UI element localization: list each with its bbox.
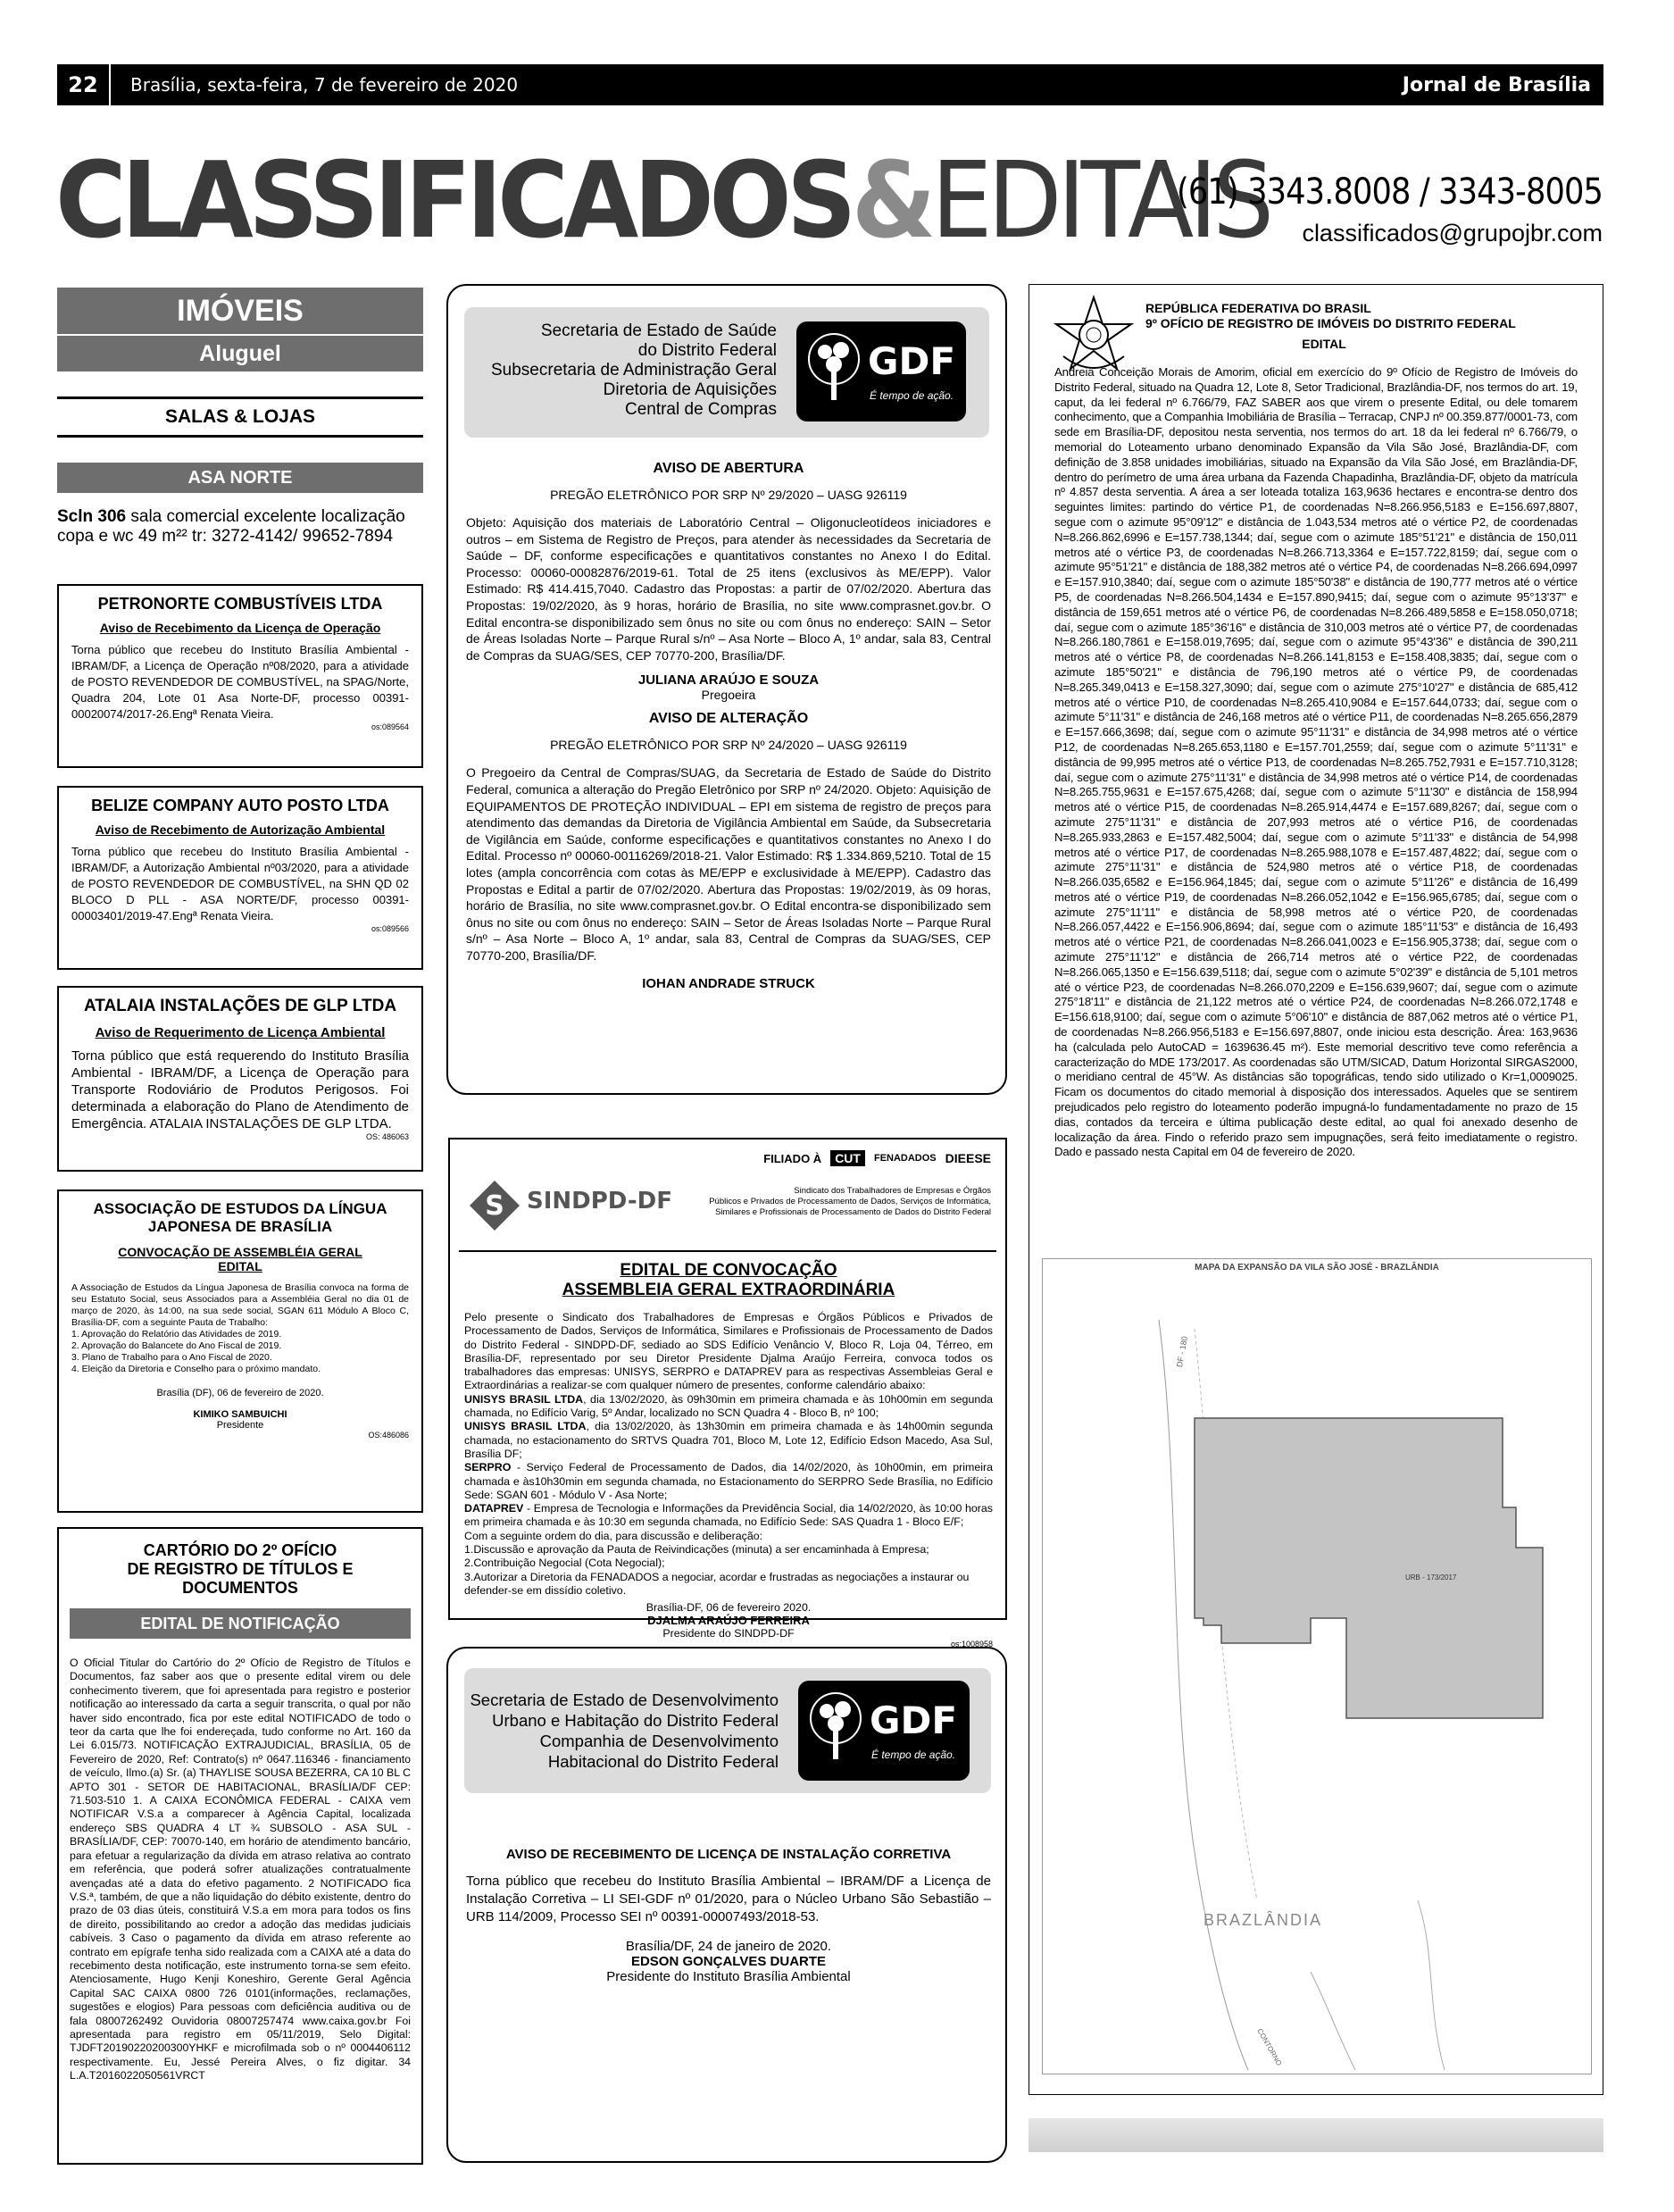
edital-heading: EDITAL [1302,337,1346,351]
ad-registro-imoveis [1029,284,1603,2095]
ad-code: os:089566 [371,924,409,933]
gdf-header [464,1668,991,1793]
sindpd-code: os:1008958 [950,1640,993,1649]
sindpd-event-2 [464,1420,993,1461]
ad-saude-df [446,284,1007,1095]
registry-header [1145,301,1516,331]
ad-codhab [446,1647,1007,2163]
header-line-2: 9º OFÍCIO DE REGISTRO DE IMÓVEIS DO DISTRITO FEDERAL [1145,316,1516,330]
tree-icon [807,1690,864,1770]
listing-address: Scln 306 [57,507,127,526]
ad-title-1: CARTÓRIO DO 2º OFÍCIO [143,1541,337,1559]
ad-petronorte [57,584,423,768]
sindpd-description [709,1186,991,1218]
company-name: UNISYS BRASIL LTDA [464,1392,584,1406]
ad-title: ATALAIA INSTALAÇÕES DE GLP LTDA [83,997,397,1015]
category-salas-lojas: SALAS & LOJAS [57,396,423,438]
map-road-label: DF - 180 [1175,1335,1189,1368]
ad-code: os:089564 [371,722,409,731]
sindpd-title-2: ASSEMBLEIA GERAL EXTRAORDINÁRIA [562,1281,895,1299]
ad-body: A Associação de Estudos da Língua Japonesa de Brasília convoca na forma de seu Estatuto Social, seus Associados para a Assembléia Geral no dia 01 de março de 2020, às 14:00, na sua sede social, SGAN 611 Módulo A Bloco C, Brasília-DF, com a seguinte Pauta de Trabalho: [71,1282,409,1328]
section-imoveis: IMÓVEIS [57,288,423,334]
codhab-title: AVISO DE RECEBIMENTO DE LICENÇA DE INSTALAÇÃO CORRETIVA [505,1847,952,1862]
dieese-logo: DIEESE [945,1151,991,1165]
agenda-item: 2.Contribuição Negocial (Cota Negocial); [464,1557,665,1570]
gdf-header [464,307,989,438]
agenda-item: 3.Autorizar a Diretoria da FENADADOS a negociar, acordar e frustradas as negociações a instaurar ou defender-se em dissídio coletivo. [464,1570,970,1597]
gdf-line: Companhia de Desenvolvimento [539,1732,779,1750]
contact-email: classificados@grupojbr.com [1302,220,1603,246]
tree-icon [805,330,862,411]
gdf-header-text [491,321,777,420]
ad-title: BELIZE COMPANY AUTO POSTO LTDA [91,797,389,814]
saude-avisos [466,461,991,991]
ad-cartorio [57,1527,423,2165]
masthead-ampersand: & [851,138,931,262]
sindpd-desc-line: Públicos e Privados de Processamento de Dados, Serviços de Informática, [709,1197,991,1206]
sindpd-desc-line: Similares e Profissionais de Processamento de Dados do Distrito Federal [715,1207,991,1217]
gdf-logo-text: GDF [870,1699,958,1742]
gdf-logo-text: GDF [868,339,956,383]
masthead-classificados: CLASSIFICADOS [55,138,852,262]
sindpd-signer: DJALMA ARAÚJO FERREIRA [647,1614,810,1628]
map-town-label: BRAZLÂNDIA [1203,1911,1323,1929]
company-name: DATAPREV [464,1502,524,1515]
newspaper-name: Jornal de Brasília [1402,73,1591,96]
aviso-abertura-title: AVISO DE ABERTURA [653,461,804,476]
aviso-abertura-signer: JULIANA ARAÚJO E SOUZA [637,672,820,689]
agenda-item: 1. Aprovação do Relatório das Atividades de 2019. [71,1329,282,1340]
sindpd-event-4 [464,1502,993,1530]
aviso-abertura-body: Objeto: Aquisição dos materiais de Laboratório Central – Oligonucleotídeos iniciadores e outros – em Sistema de Registro de Preços, para atender às necessidades da Secretaria de Saúde – DF, conforme especificações e quantitativos constantes no Anexo I do Edital. Processo: 00060-00082876/2019-61. Total de 25 itens (exclusivos às ME/EPP). Valor Estimado: R$ 414.415,7040. Cadastro das Propostas: a partir de 07/02/2020. Abertura das Propostas: 19/02/2020, às 9 horas, horário de Brasília, no site www.comprasnet.gov.br. O Edital encontra-se disponibilizado sem ônus no site ou com ônus no endereço: SAIN – Setor de Áreas Isoladas Norte – Parque Rural s/nº – Asa Norte – Bloco A, 1º andar, sala 83, Central de Compras da SUAG/SES, CEP 70770-200, Brasília/DF. [466,515,991,663]
codhab-signer-role: Presidente do Instituto Brasília Ambiental [606,1969,851,1984]
aviso-alteracao-body: O Pregoeiro da Central de Compras/SUAG, da Secretaria de Estado de Saúde do Distrito Federal, comunica a alteração do Pregão Eletrônico por SRP nº 24/2020. Objeto: Aquisição de EQUIPAMENTOS DE PROTEÇÃO INDIVIDUAL – EPI em sistema de registro de preços para atendimento das demandas da Diretoria de Vigilância Ambiental em Saúde, da Subsecretaria de Vigilância em Saúde, conforme especificações e quantitativos constantes no Anexo I do Edital. Processo nº 00060-00116269/2018-21. Valor Estimado: R$ 1.334.869,5210. Total de 15 lotes (ampla concorrência com cotas às ME/EPP e exclusividade à ME/EPP). Cadastro das Propostas e Edital a partir de 07/02/2020. Abertura das Propostas: 19/02/2019, às 09 horas, horário de Brasília, no site www.comprasnet.gov.br. O Edital encontra-se disponibilizado sem ônus no site ou com ônus no endereço: SAIN – Setor de Áreas Isoladas Norte – Parque Rural s/nº – Asa Norte – Bloco A, 1º andar, sala 83, Central de Compras da SUAG/SES, CEP 70770-200, Brasília/DF. [466,765,991,963]
gdf-tagline: É tempo de ação. [870,389,954,402]
ad-title-2: DE REGISTRO DE TÍTULOS E DOCUMENTOS [127,1560,354,1597]
sindpd-signer-role: Presidente do SINDPD-DF [662,1627,795,1640]
ad-code: OS: 486063 [365,1132,409,1141]
filiado-label: FILIADO À [763,1151,822,1165]
gdf-header-text [470,1690,779,1772]
ad-atalaia [57,986,423,1172]
gdf-line: do Distrito Federal [637,341,777,360]
codhab-body: Torna público que recebeu do Instituto Brasília Ambiental – IBRAM/DF a Licença de Instalação Corretiva – LI SEI-GDF nº 01/2020, para o Núcleo Urbano São Sebastião – URB 114/2009, Processo SEI nº 00391-00007493/2018-53. [466,1874,991,1924]
agenda-item: 4. Eleição da Diretoria e Conselho para o próximo mandato. [71,1364,321,1374]
ad-signer: KIMIKO SAMBUICHI [193,1409,287,1420]
gdf-line: Secretaria de Estado de Saúde [540,321,777,340]
svg-text:S: S [485,1190,504,1222]
aviso-abertura-subtitle: PREGÃO ELETRÔNICO POR SRP Nº 29/2020 – UASG 926119 [550,488,907,502]
agenda-item: 3. Plano de Trabalho para o Ano Fiscal de 2020. [71,1352,272,1363]
page-number: 22 [57,64,111,105]
column-left [57,288,423,547]
gdf-logo [798,1681,970,1781]
sindpd-desc-line: Sindicato dos Trabalhadores de Empresas e Órgãos [794,1186,991,1196]
sindpd-date: Brasília-DF, 06 de fevereiro 2020. [645,1601,812,1615]
region-asa-norte: ASA NORTE [57,463,423,493]
ad-subtitle: Aviso de Requerimento de Licença Ambiental [95,1025,386,1040]
edital-banner: EDITAL DE NOTIFICAÇÃO [70,1608,411,1639]
ad-subtitle: Aviso de Recebimento de Autorização Ambiental [95,822,386,837]
divider [459,1250,996,1252]
loteamento-area [1195,1418,1543,1718]
sindpd-logo [468,1175,682,1238]
gdf-line: Diretoria de Aquisições [603,380,777,399]
cut-logo: CUT [830,1150,865,1166]
masthead-editais: EDITAIS [930,138,1270,262]
map-title: MAPA DA EXPANSÃO DA VILA SÃO JOSÉ - BRAZLÂNDIA [1195,1263,1439,1273]
ad-title-1: ASSOCIAÇÃO DE ESTUDOS DA LÍNGUA [93,1200,387,1217]
decorative-bar [1029,2118,1603,2152]
sindpd-title-1: EDITAL DE CONVOCAÇÃO [620,1261,837,1280]
ad-associacao [57,1189,423,1513]
sindpd-event-3 [464,1461,993,1502]
edital-body: Andreia Conceição Morais de Amorim, oficial em exercício do 9º Ofício de Registro de Imóveis do Distrito Federal, situado na Quadra 12, Lote 8, Setor Tradicional, Brazlândia-DF, nos termos do art. 19, caput, da lei federal nº 6.766/79, FAZ SABER aos que virem o presente Edital, ou dele tomarem conhecimento, que a Companhia Imobiliária de Brasília – Terracap, CNPJ nº 00.359.877/0001-73, com sede em Brasília-DF, depositou nesta serventia, nos termos do art. 18 da lei federal nº 6.766/79, o memorial do Loteamento urbano denominado Expansão da Vila São José, Brazlândia-DF, com definição de 3.858 unidades imobiliárias, situado na Expansão da Vila São José, em Brazlândia-DF, dentro do perímetro de uma área urbana da Fazenda Chapadinha, Brazlândia-DF, objeto da matrícula nº 4.857 desta serventia. A área a ser loteada totaliza 163,9636 hectares e encontra-se dentro dos seguintes limites: partindo do vértice P1, de coordenadas N=8.266.956,5183 e E=156.697,8807, segue com o azimute 95°09'12" e distância de 1.043,534 metros até o vértice P2, de coordenadas N=8.266.862,6996 e E=157.738,1344; daí, segue com o azimute 185°51'21" e distância de 150,011 metros até o vértice P3, de coordenadas N=8.266.713,3364 e E=157.722,8159; daí, segue com o azimute 95°51'21" e distância de 188,382 metros até o vértice P4, de coordenadas N=8.266.694,0997 e E=157.910,3840; daí, segue com o azimute 185°50'38" e distância de 190,777 metros até o vértice P5, de coordenadas N=8.266.504,1434 e E=157.890,9415; daí, segue com o azimute 95°13'37" e distância de 159,651 metros até o vértice P6, de coordenadas N=8.266.489,5858 e E=158.050,0718; daí, segue com o azimute 185°36'16" e distância de 310,003 metros até o vértice P7, de coordenadas N=8.266.180,7861 e E=158.019,7695; daí, segue com o azimute 95°43'36" e distância de 390,211 metros até o vértice P8, de coordenadas N=8.266.141,8153 e E=158.408,3835; daí, segue com o azimute 185°50'21" e distância de 796,190 metros até o vértice P9, de coordenadas N=8.265.349,0413 e E=158.327,3090; daí, segue com o azimute 275°10'27" e distância de 685,412 metros até o vértice P10, de coordenadas N=8.265.410,9084 e E=157.644,0733; daí, segue com o azimute 5°11'31" e distância de 246,168 metros até o vértice P11, de coordenadas N=8.265.656,2879 e E=157.666,3698; daí, segue com o azimute 95°11'31" e distância de 34,998 metros até o vértice P12, de coordenadas N=8.265.653,1180 e E=157.701,2559; daí, segue com o azimute 5°11'31" e distância de 99,995 metros até o vértice P13, de coordenadas N=8.265.752,7931 e E=157.710,3128; daí, segue com o azimute 275°11'31" e distância de 34,998 metros até o vértice P14, de coordenadas N=8.265.755,9631 e E=157.675,4268; daí, segue com o azimute 5°11'30" e distância de 158,994 metros até o vértice P15, de coordenadas N=8.265.914,4474 e E=157.689,8267; daí, segue com o azimute 275°11'31" e distância de 207,993 metros até o vértice P16, de coordenadas N=8.265.933,2863 e E=157.482,5004; daí, segue com o azimute 5°11'33" e distância de 54,998 metros até o vértice P17, de coordenadas N=8.265.988,1078 e E=157.487,4822; daí, segue com o azimute 275°11'31" e distância de 524,980 metros até o vértice P18, de coordenadas N=8.266.035,6582 e E=156.964,1845; daí, segue com o azimute 5°11'26" e distância de 16,499 metros até o vértice P19, de coordenadas N=8.266.052,1042 e E=156.965,6785; daí, segue com o azimute 275°11'11" e distância de 58,998 metros até o vértice P20, de coordenadas N=8.266.057,4422 e E=156.906,8694; daí, segue com o azimute 185°11'53" e distância de 16,493 metros até o vértice P21, de coordenadas N=8.266.041,0023 e E=156.905,3738; daí, segue com o azimute 275°11'12" e distância de 266,714 metros até o vértice P22, de coordenadas N=8.266.065,1350 e E=156.639,5118; daí, segue com o azimute 5°02'39" e distância de 5,101 metros até o vértice P23, de coordenadas N=8.266.070,2209 e E=156.639,9607; daí, segue com o azimute 275°18'11" e distância de 21,122 metros até o vértice P24, de coordenadas N=8.266.072,1748 e E=156.618,9100; daí, segue com o azimute 5°06'10" e distância de 887,062 metros até o vértice P1, de coordenadas N=8.266.956,5183 e E=156.697,8807, onde iniciou esta descrição. Área: 163,9636 ha (calculada pelo AutoCAD = 1639636.45 m²). Este memorial descritivo teve como referência a caracterização do MDE 173/2017. As coordenadas são UTM/SICAD, Datum Horizontal SIRGAS2000, o meridiano central de 45°W. As distâncias são topográficas, tendo sido utilizado o Kr=1,0009025. Ficam os documentos do citado memorial à disposição dos interessados. Aqueles que se sentirem prejudicados pelo registro do loteamento poderão impugná-lo fundamentadamente no prazo de 15 dias, contados da terceira e última publicação deste edital, ao qual foi anexado desenho de localização da área. Findo o referido prazo sem impugnações, será feito imediatamente o registro. Dado e passado nesta Capital em 04 de fevereiro de 2020. [1054,365,1578,1159]
sindpd-emblem-icon [468,1179,521,1232]
classified-listing [57,507,423,547]
gdf-line: Secretaria de Estado de Desenvolvimento [470,1690,779,1709]
agenda-intro: Com a seguinte ordem do dia, para discussão e deliberação: [464,1529,763,1542]
ad-body: Torna público que recebeu do Instituto Brasília Ambiental - IBRAM/DF, a Licença de Operação nº08/2020, para a atividade de POSTO REVENDEDOR DE COMBUSTÍVEL, na SPAG/Norte, Quadra 204, Lote 01 Asa Norte-DF, processo 00391-00020074/2017-26.Engª Renata Vieira. [71,643,409,721]
subsection-aluguel: Aluguel [57,336,423,371]
aviso-alteracao-signer: IOHAN ANDRADE STRUCK [642,976,815,992]
date-line: Brasília, sexta-feira, 7 de fevereiro de 2020 [130,74,519,96]
fenadados-logo: FENADADOS [873,1153,937,1164]
affiliations [763,1150,991,1166]
ad-title-2: JAPONESA DE BRASÍLIA [147,1218,333,1235]
map-area-label: URB - 173/2017 [1405,1573,1457,1582]
map-frame [1042,1258,1592,2074]
sindpd-intro: Pelo presente o Sindicato dos Trabalhadores de Empresas e Órgãos Públicos e Privados de Processamento de Dados, Serviços de Informática, Similares e Profissionais de Processamento de Dados do Distrito Federal - SINDPD-DF, sediado ao SDS Edifício Venâncio V, Bloco R, Loja 04, Térreo, em Brasília-DF, representado por seu Diretor Presidente Djalma Araújo Ferreira, convoca todos os trabalhadores das empresas: UNISYS, SERPRO e DATAPREV para as respectivas Assembleias Geral e Extraordinárias a realizar-se com qualquer número de presentes, conforme calendário abaixo: [464,1311,993,1392]
gdf-tagline: É tempo de ação. [871,1749,956,1761]
map-road-label: CONTORNO [1255,2027,1284,2067]
gdf-logo [796,321,966,422]
codhab-signer: EDSON GONÇALVES DUARTE [630,1954,827,1969]
ad-signer-role: Presidente [216,1420,264,1431]
codhab-content [466,1847,991,1984]
header-line-1: REPÚBLICA FEDERATIVA DO BRASIL [1145,301,1371,315]
ad-title: PETRONORTE COMBUSTÍVEIS LTDA [97,595,383,613]
sindpd-logo-text: SINDPD-DF [527,1188,672,1215]
event-text: - Serviço Federal de Processamento de Dados, dia 14/02/2020, às 10h00min, em primeira chamada e às10h30min em segunda chamada, no Estacionamento do SERPRO Sede Brasília, no Edifício Sede: SGAN 601 - Módulo V - Asa Norte; [464,1461,993,1501]
event-text: , dia 13/02/2020, às 13h30min em primeira chamada e às 14h00min segunda chamada, no estacionamento do SRTVS Quadra 701, Bloco M, Lote 12, Edifício Edson Macedo, Asa Sul, Brasília DF; [464,1420,994,1460]
codhab-date: Brasília/DF, 24 de janeiro de 2020. [625,1939,832,1954]
gdf-line: Central de Compras [624,400,777,419]
gdf-line: Habitacional do Distrito Federal [547,1752,779,1771]
ad-subtitle-1: CONVOCAÇÃO DE ASSEMBLÉIA GERAL [118,1245,362,1259]
ad-body: O Oficial Titular do Cartório do 2º Ofício de Registro de Títulos e Documentos, faz saber aos que o presente edital virem ou dele conhecimento tiverem, que foi apresentada para registro e posterior notificação ao interessado da carta a seguir transcrita, o qual por não haver sido encontrado, fica por este edital NOTIFICADO de todo o teor da carta que lhe foi endereçada, tudo conforme no Art. 160 da Lei 6.015/73. NOTIFICAÇÃO EXTRAJUDICIAL, BRASÍLIA, 05 de Fevereiro de 2020, Ref: Contrato(s) nº 0647.116346 - financiamento de veículo, Ilmo.(a) Sr. (a) THAYLISE SOUSA BEZERRA, CA 10 BL C APTO 301 - SETOR DE HABITACIONAL, BRASÍLIA/DF CEP: 71.503-510 1. A CAIXA ECONÔMICA FEDERAL - CAIXA vem NOTIFICAR V.S.a a comparecer à Agência Capital, localizada endereço SBS QUADRA 4 LT ¾ SUBSOLO - ASA SUL - BRASÍLIA/DF, CEP: 70070-140, em horário de atendimento bancário, para efetuar a regularização da dívida em atraso relativa ao contrato em referência, que poderá sofrer atualizações contratualmente avençadas até a data do efetivo pagamento. 2 NOTIFICADO fica V.S.ª, também, de que a não liquidação do débito existente, dentro do prazo de 03 dias úteis, constituirá V.S.a em mora para todos os fins de direito, possibilitando ao credor a adoção das medidas judiciais cabíveis. 3 Caso o pagamento da dívida em atraso referente ao contrato em epígrafe tenha sido realizada com a CAIXA até a data do recebimento desta notificação, este instrumento torna-se sem efeito. Atenciosamente, Hugo Kenji Koneshiro, Gerente Geral Agência Capital SAC CAIXA 0800 726 0101(informações, reclamações, sugestões e elogios) Para pessoas com deficiência auditiva ou de fala 08007262492 Ouvidoria 08007257474 www.caixa.gov.br Foi apresentada para registro em 05/11/2019, Selo Digital: TJDFT20190220200300YHKF e microfilmada sob o nº 0004406112 respectivamente. Eu, Jessé Pereira Alves, o fiz digitar. 34 L.A.T2016022050561VRCT [70,1657,411,2083]
top-bar [57,64,1603,105]
company-name: UNISYS BRASIL LTDA [464,1420,587,1433]
gdf-line: Urbano e Habitação do Distrito Federal [492,1711,779,1730]
sindpd-event-1 [464,1393,993,1421]
ad-subtitle: Aviso de Recebimento da Licença de Operação [99,621,381,635]
agenda-item: 2. Aprovação do Balancete do Ano Fiscal de 2019. [71,1340,282,1351]
event-text: , dia 13/02/2020, às 09h30min em primeira chamada e às 10h00min em segunda chamada, no Edifício Varig, 5º Andar, localizado no SCN Quadra 4 - Bloco B, nº 100; [464,1392,994,1420]
aviso-alteracao-title: AVISO DE ALTERAÇÃO [648,711,809,727]
aviso-alteracao-subtitle: PREGÃO ELETRÔNICO POR SRP Nº 24/2020 – UASG 926119 [550,738,907,753]
ad-sindpd [448,1138,1007,1649]
map-drawing [1043,1275,1589,2070]
ad-body: Torna público que recebeu do Instituto Brasília Ambiental - IBRAM/DF, a Autorização Ambiental nº03/2020, para a atividade de POSTO REVENDEDOR DE COMBUSTÍVEL, na SHN QD 02 BLOCO D PLL - ASA NORTE/DF, processo 00391-00003401/2019-47.Engª Renata Vieira. [71,845,409,922]
agenda-list [71,1329,409,1375]
ad-subtitle-2: EDITAL [218,1259,262,1273]
agenda-item: 1.Discussão e aprovação da Pauta de Reivindicações (minuta) a ser encaminhada à Empresa; [464,1543,929,1557]
ad-belize [57,786,423,970]
masthead [55,138,1270,262]
ad-date: Brasília (DF), 06 de fevereiro de 2020. [156,1388,324,1398]
sindpd-content [464,1261,993,1649]
contact-phone: (61) 3343.8008 / 3343-8005 [1176,171,1603,213]
gdf-line: Subsecretaria de Administração Geral [491,361,777,380]
company-name: SERPRO [464,1461,512,1474]
listing-text: sala comercial excelente localização copa e wc 49 m²² tr: 3272-4142/ 99652-7894 [57,507,405,546]
aviso-abertura-role: Pregoeira [701,688,756,703]
event-text: - Empresa de Tecnologia e Informações da Previdência Social, dia 14/02/2020, às 10:00 horas em primeira chamada e às 10:30 em segunda chamada, no Edifício Sede: SAS Quadra 1 - Bloco E/F; [464,1502,993,1529]
ad-body: Torna público que está requerendo do Instituto Brasília Ambiental - IBRAM/DF, a Licença de Operação para Transporte Rodoviário de Produtos Perigosos. Foi determinada a elaboração do Plano de Atendimento de Emergência. ATALAIA INSTALAÇÕES DE GLP LTDA. [71,1048,409,1131]
ad-code: OS:486086 [368,1431,409,1440]
